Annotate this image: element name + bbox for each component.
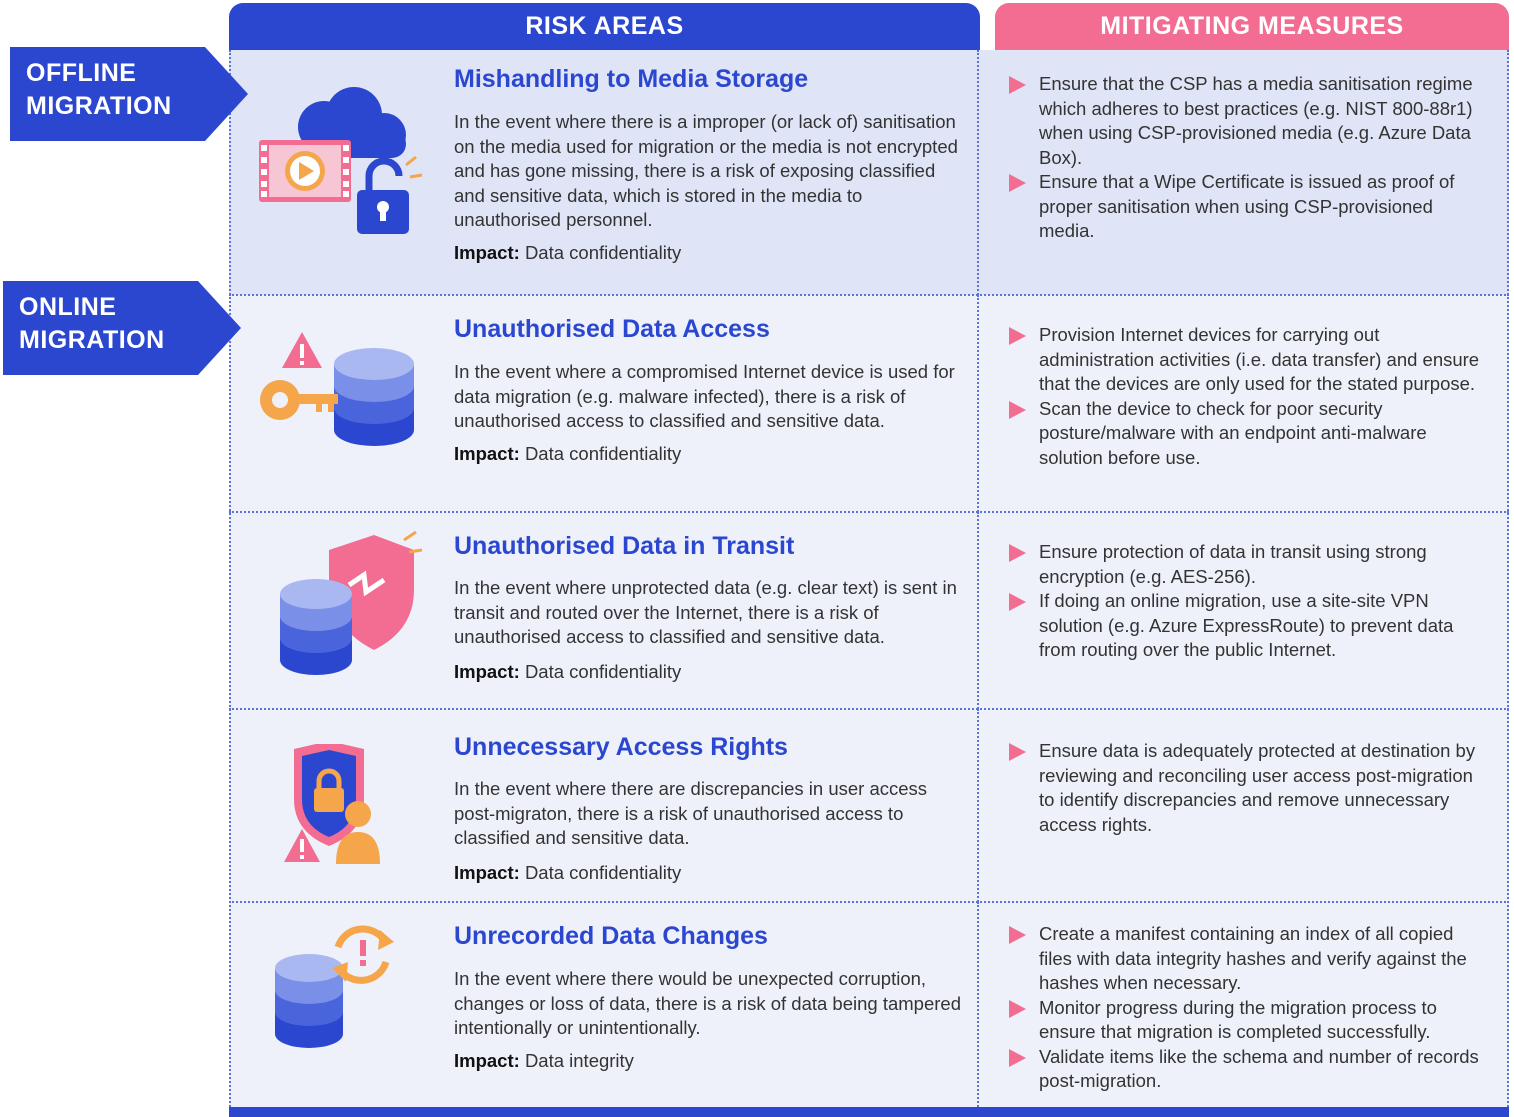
mitigation-item bbox=[1009, 1045, 1491, 1094]
mitigation-item bbox=[1009, 922, 1491, 996]
risk-description: In the event where a compromised Internet device is used for data migration (e.g. malware infected), there is a risk of unauthorised access to classified and sensitive data. bbox=[454, 361, 955, 431]
mitigation-cell-3 bbox=[979, 512, 1509, 709]
impact-value: Data confidentiality bbox=[524, 443, 682, 464]
mitigation-text: Ensure that the CSP has a media sanitisation regime which adheres to best practices (e.g. NIST 800-88r1) when using CSP-provisioned media (e.g. Azure Data Box). bbox=[1039, 73, 1473, 168]
pink-triangle-icon bbox=[1009, 593, 1026, 611]
mitigation-text: Ensure protection of data in transit using strong encryption (e.g. AES-256). bbox=[1039, 541, 1427, 587]
mitigation-cell-5 bbox=[979, 902, 1509, 1107]
mitigation-item bbox=[1009, 72, 1491, 170]
mitigation-text: Ensure that a Wipe Certificate is issued as proof of proper sanitisation when using CSP-provisioned media. bbox=[1039, 171, 1455, 241]
mitigation-list bbox=[1009, 540, 1491, 663]
row-divider bbox=[229, 708, 1509, 710]
shield-lock-user-warning-icon bbox=[254, 744, 424, 874]
risk-description: In the event where there would be unexpected corruption, changes or loss of data, there is a risk of data being tampered intentionally or unintentionally. bbox=[454, 968, 961, 1038]
pink-triangle-icon bbox=[1009, 327, 1026, 345]
row-divider bbox=[229, 901, 1509, 903]
tag-line: MIGRATION bbox=[26, 92, 172, 120]
risk-row-1 bbox=[229, 50, 1509, 295]
mitigation-cell-2 bbox=[979, 295, 1509, 512]
table-left-border bbox=[229, 50, 231, 1107]
mitigation-list bbox=[1009, 72, 1491, 244]
impact-label: Impact: bbox=[454, 862, 520, 883]
mitigation-cell-4 bbox=[979, 709, 1509, 902]
risk-cell-4 bbox=[229, 709, 979, 902]
pink-triangle-icon bbox=[1009, 174, 1026, 192]
tag-line: ONLINE bbox=[19, 293, 117, 321]
offline-migration-tag bbox=[10, 47, 258, 141]
cloud-video-unlock-icon bbox=[254, 85, 424, 245]
mitigation-text: If doing an online migration, use a site-site VPN solution (e.g. Azure ExpressRoute) to prevent data from routing over the public Internet. bbox=[1039, 590, 1454, 660]
mitigation-item bbox=[1009, 540, 1491, 589]
mitigation-text: Monitor progress during the migration process to ensure that migration is completed successfully. bbox=[1039, 996, 1437, 1042]
mitigation-item bbox=[1009, 397, 1491, 471]
mitigation-text: Validate items like the schema and number of records post-migration. bbox=[1039, 1045, 1479, 1091]
impact-value: Data integrity bbox=[524, 1050, 634, 1071]
tag-line: OFFLINE bbox=[26, 59, 137, 87]
risk-cell-1 bbox=[229, 50, 979, 295]
mitigation-text: Provision Internet devices for carrying out administration activities (i.e. data transfer) and ensure that the devices are only used for the stated purpose. bbox=[1039, 324, 1480, 394]
risk-title: Unauthorised Data Access bbox=[454, 315, 770, 343]
pink-triangle-icon bbox=[1009, 1049, 1026, 1067]
risk-cell-5 bbox=[229, 902, 979, 1107]
online-migration-tag bbox=[3, 281, 251, 375]
impact-value: Data confidentiality bbox=[524, 862, 682, 883]
pink-triangle-icon bbox=[1009, 76, 1026, 94]
mitigation-item bbox=[1009, 170, 1491, 244]
risk-description: In the event where there is a improper (or lack of) sanitisation on the media used for migration or the media is not encrypted and has gone missing, there is a risk of exposing classified and sensitive data, which is stored in the media to unauthorised personnel. bbox=[454, 111, 958, 230]
impact-value: Data confidentiality bbox=[524, 661, 682, 682]
risk-impact bbox=[454, 661, 681, 683]
pink-triangle-icon bbox=[1009, 743, 1026, 761]
risk-description: In the event where unprotected data (e.g. clear text) is sent in transit and routed over the Internet, there is a risk of unauthorised access to classified and sensitive data. bbox=[454, 577, 957, 647]
online-tag-label bbox=[19, 291, 165, 357]
risk-description: In the event where there are discrepancies in user access post-migraton, there is a risk of unauthorised access to classified and sensitive data. bbox=[454, 778, 928, 848]
risk-title: Mishandling to Media Storage bbox=[454, 65, 809, 93]
impact-label: Impact: bbox=[454, 443, 520, 464]
impact-label: Impact: bbox=[454, 242, 520, 263]
mitigation-cell-1 bbox=[979, 50, 1509, 295]
row-divider bbox=[229, 511, 1509, 513]
mitigation-text: Create a manifest containing an index of all copied files with data integrity hashes and verify against the hashes when necessary. bbox=[1039, 923, 1467, 993]
offline-tag-label bbox=[26, 57, 172, 123]
risk-row-5 bbox=[229, 902, 1509, 1107]
database-sync-alert-icon bbox=[254, 922, 424, 1057]
mitigation-item bbox=[1009, 323, 1491, 397]
mitigation-item bbox=[1009, 739, 1491, 837]
mitigation-list bbox=[1009, 739, 1491, 837]
pink-triangle-icon bbox=[1009, 544, 1026, 562]
mitigating-measures-header: MITIGATING MEASURES bbox=[995, 3, 1509, 50]
pink-triangle-icon bbox=[1009, 1000, 1026, 1018]
mitigation-text: Scan the device to check for poor security posture/malware with an endpoint anti-malware solution before use. bbox=[1039, 397, 1427, 468]
risk-areas-header: RISK AREAS bbox=[229, 3, 980, 50]
bottom-bar bbox=[229, 1107, 1509, 1117]
database-broken-shield-icon bbox=[254, 530, 424, 690]
risk-impact bbox=[454, 443, 681, 465]
tag-line: MIGRATION bbox=[19, 326, 165, 354]
risk-cell-2 bbox=[229, 295, 979, 512]
risk-impact bbox=[454, 862, 681, 884]
risk-row-2 bbox=[229, 295, 1509, 512]
risk-cell-3 bbox=[229, 512, 979, 709]
risk-title: Unnecessary Access Rights bbox=[454, 733, 788, 761]
risk-title: Unrecorded Data Changes bbox=[454, 922, 768, 950]
risk-impact bbox=[454, 1050, 634, 1072]
pink-triangle-icon bbox=[1009, 401, 1026, 419]
impact-value: Data confidentiality bbox=[524, 242, 682, 263]
risk-row-3 bbox=[229, 512, 1509, 709]
impact-label: Impact: bbox=[454, 661, 520, 682]
impact-label: Impact: bbox=[454, 1050, 520, 1071]
risk-impact bbox=[454, 242, 681, 264]
mitigation-item bbox=[1009, 589, 1491, 663]
mitigation-item bbox=[1009, 996, 1491, 1045]
warning-key-database-icon bbox=[254, 330, 424, 460]
risk-title: Unauthorised Data in Transit bbox=[454, 532, 795, 560]
table-right-border bbox=[1507, 50, 1509, 1107]
row-divider bbox=[229, 294, 1509, 296]
pink-triangle-icon bbox=[1009, 926, 1026, 944]
mitigation-text: Ensure data is adequately protected at destination by reviewing and reconciling user access post-migration to identify discrepancies and remove unnecessary access rights. bbox=[1039, 740, 1476, 835]
risk-row-4 bbox=[229, 709, 1509, 902]
mitigation-list bbox=[1009, 323, 1491, 470]
mitigation-list bbox=[1009, 922, 1491, 1094]
